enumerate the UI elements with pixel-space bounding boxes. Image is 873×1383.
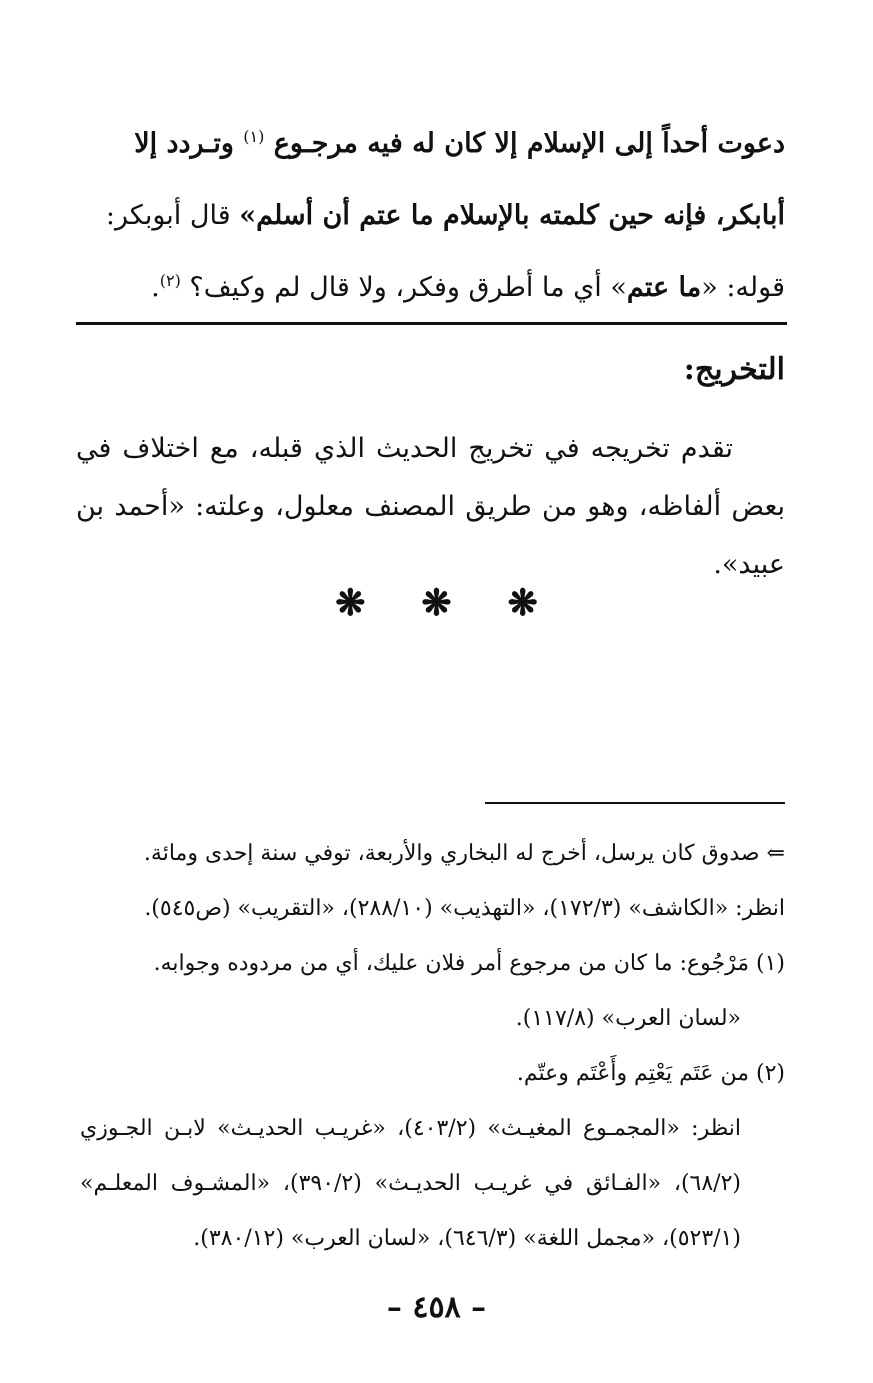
footnotes [80, 826, 785, 1266]
star-separator [0, 582, 873, 624]
section-paragraph: تقدم تخريجه في تخريج الحديث الذي قبله، مع اختلاف في بعض ألفاظه، وهو من طريق المصنف معلول، وعلته: «أحمد بن عبيد». [76, 433, 785, 580]
main-line-1 [78, 108, 785, 180]
footnote-2-line-1: (٢) من عَتَم يَعْتِم وأَعْتَم وعتّم. [516, 1061, 785, 1086]
footnote-1-line-2: «لسان العرب» (١١٧/٨). [515, 1006, 741, 1031]
main-line-1-text-b: وتـردد إلا [134, 128, 244, 159]
footnote-1-line-1: (١) مَرْجُوع: ما كان من مرجوع أمر فلان عليك، أي من مردوده وجوابه. [153, 951, 785, 976]
star-icon: ❋ [421, 582, 452, 624]
footnote-divider [485, 802, 785, 804]
footnote-2-line-2: انظر: «المجمـوع المغيـث» (٤٠٣/٢)، «غريـب الحديـث» لابـن الجـوزي [80, 1116, 741, 1141]
main-line-3 [78, 252, 785, 324]
main-line-3-text-b: » أي ما أطرق وفكر، ولا قال لم وكيف؟ [180, 272, 627, 303]
main-line-2-text-a: أبابكر، فإنه حين كلمته بالإسلام ما عتم أن أسلم» [239, 200, 785, 231]
main-line-3-bold: ما عتم [626, 272, 702, 303]
main-line-2-text-b: قال أبوبكر: [105, 200, 240, 231]
footnote-continuation-line-1: ⇐ صدوق كان يرسل، أخرج له البخاري والأربعة، توفي سنة إحدى ومائة. [143, 841, 785, 866]
page-number: – ٤٥٨ – [386, 1290, 487, 1325]
star-icon: ❋ [335, 582, 366, 624]
section-heading: التخريج: [683, 352, 785, 387]
footnote-ref-1[interactable]: (١) [243, 127, 265, 146]
footnote-2-line-4: (٥٢٣/١)، «مجمل اللغة» (٦٤٦/٣)، «لسان العرب» (٣٨٠/١٢). [193, 1226, 741, 1251]
main-line-3-text-a: قوله: « [701, 272, 785, 303]
main-line-3-end: . [151, 272, 160, 303]
main-text [78, 108, 785, 324]
main-line-1-text-a: دعوت أحداً إلى الإسلام إلا كان له فيه مرجـوع [264, 128, 785, 159]
footnote-ref-2[interactable]: (٢) [159, 271, 181, 290]
star-icon: ❋ [507, 582, 538, 624]
main-line-2 [78, 180, 785, 252]
footnote-continuation-line-2: انظر: «الكاشف» (١٧٢/٣)، «التهذيب» (٢٨٨/١٠)، «التقريب» (ص٥٤٥). [144, 896, 785, 921]
main-divider [76, 322, 787, 325]
section-body [76, 420, 785, 594]
footnote-2-line-3: (٦٨/٢)، «الفـائق في غريـب الحديـث» (٣٩٠/٢)، «المشـوف المعلـم» [80, 1171, 742, 1196]
